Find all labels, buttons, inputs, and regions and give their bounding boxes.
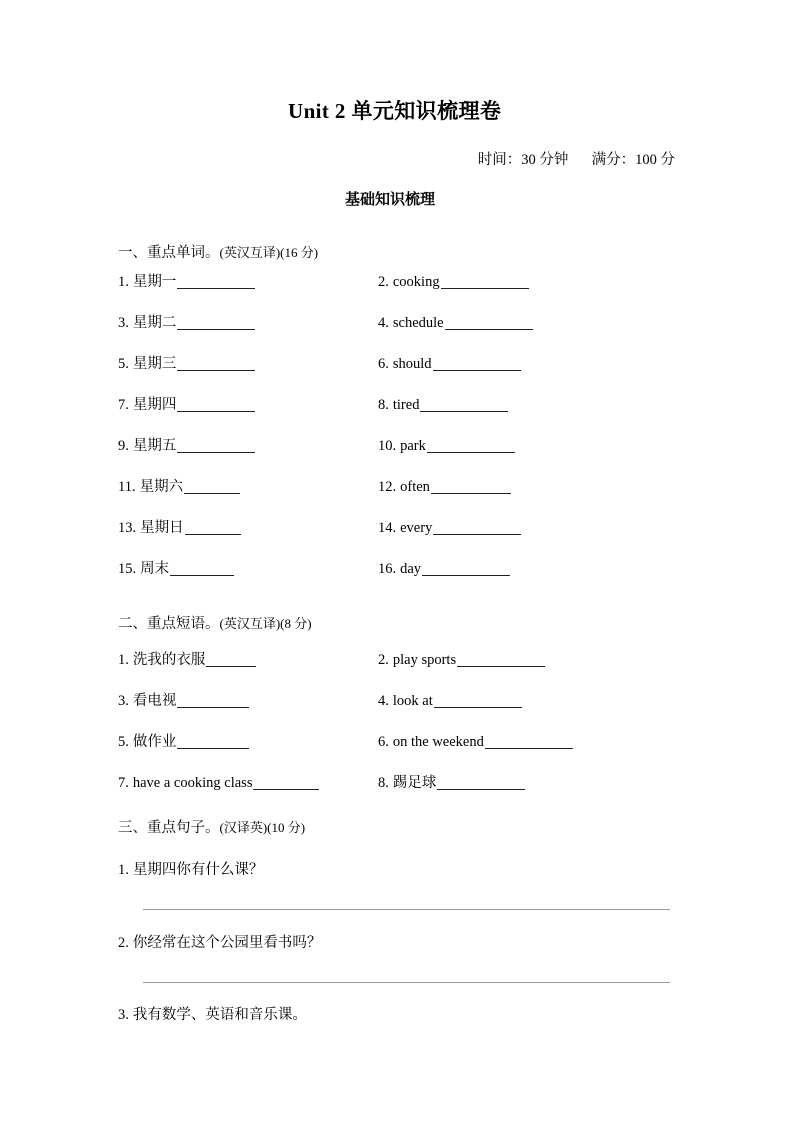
fill-in-item (378, 773, 525, 793)
section-heading-text: 二、重点短语。 (118, 616, 220, 632)
question-row (0, 559, 793, 585)
item-prompt: should (392, 356, 432, 372)
item-prompt: 周末 (140, 561, 170, 577)
item-number: 1. (118, 652, 129, 668)
item-number: 12. (378, 479, 397, 495)
item-prompt: park (400, 438, 426, 454)
answer-blank[interactable] (433, 356, 521, 371)
item-number: 7. (118, 397, 129, 413)
item-prompt: 我有数学、英语和音乐课。 (132, 1007, 307, 1023)
answer-blank[interactable] (457, 652, 545, 667)
fill-in-item (378, 354, 521, 374)
item-prompt: schedule (392, 315, 444, 331)
question-row (0, 477, 793, 503)
question-row (0, 732, 793, 758)
question-row (0, 313, 793, 339)
question-row (0, 436, 793, 462)
item-prompt: tired (392, 397, 420, 413)
item-prompt: look at (392, 693, 433, 709)
total-score-label: 满分：100 分 (591, 152, 675, 168)
answer-blank[interactable] (177, 397, 255, 412)
fill-in-item (118, 313, 255, 333)
fill-in-item (378, 559, 510, 579)
question-row (0, 691, 793, 717)
answer-blank[interactable] (177, 438, 255, 453)
item-prompt: 你经常在这个公园里看书吗？ (132, 935, 322, 951)
answer-blank[interactable] (206, 652, 256, 667)
answer-blank[interactable] (177, 356, 255, 371)
item-prompt: 星期三 (132, 356, 177, 372)
item-number: 9. (118, 438, 129, 454)
item-number: 8. (378, 397, 389, 413)
item-number: 2. (118, 935, 129, 951)
item-prompt: 洗我的衣服 (132, 652, 206, 668)
answer-blank[interactable] (420, 397, 508, 412)
item-number: 1. (118, 862, 129, 878)
item-prompt: 星期四 (132, 397, 177, 413)
item-number: 13. (118, 520, 137, 536)
fill-in-item (118, 559, 234, 579)
answer-blank[interactable] (437, 775, 525, 790)
answer-blank[interactable] (485, 734, 573, 749)
item-number: 2. (378, 274, 389, 290)
fill-in-item (118, 395, 255, 415)
answer-blank[interactable] (177, 734, 249, 749)
section-heading-note: (汉译英)(10 分) (219, 820, 306, 835)
item-prompt: have a cooking class (132, 775, 253, 791)
fill-in-item (378, 395, 508, 415)
fill-in-item (118, 773, 319, 793)
item-number: 3. (118, 315, 129, 331)
fill-in-item (118, 354, 255, 374)
time-limit-label: 时间：30 分钟 (477, 152, 569, 168)
question-row (0, 272, 793, 298)
item-prompt: 星期二 (132, 315, 177, 331)
fill-in-item (118, 477, 240, 497)
section-banner: 基础知识梳理 (345, 192, 436, 208)
answer-blank[interactable] (170, 561, 234, 576)
page-title: Unit 2 单元知识梳理卷 (288, 99, 502, 123)
item-prompt: 星期六 (139, 479, 184, 495)
sentence-item (118, 1003, 307, 1024)
item-number: 5. (118, 356, 129, 372)
item-number: 1. (118, 274, 129, 290)
item-prompt: 星期日 (140, 520, 184, 536)
answer-blank[interactable] (427, 438, 515, 453)
exam-meta (478, 148, 675, 169)
fill-in-item (378, 436, 515, 456)
answer-blank[interactable] (422, 561, 510, 576)
item-number: 15. (118, 561, 137, 577)
item-prompt: 看电视 (132, 693, 177, 709)
answer-blank[interactable] (434, 693, 522, 708)
question-row (0, 650, 793, 676)
item-prompt: 星期四你有什么课？ (132, 862, 264, 878)
sentence-item (118, 931, 321, 952)
item-number: 11. (118, 479, 136, 495)
item-number: 3. (118, 693, 129, 709)
section-heading-vocabulary (118, 241, 318, 262)
question-row (0, 395, 793, 421)
sentence-item (118, 858, 263, 879)
fill-in-item (378, 518, 521, 538)
item-prompt: 做作业 (132, 734, 177, 750)
item-number: 2. (378, 652, 389, 668)
item-prompt: often (400, 479, 430, 495)
item-prompt: 踢足球 (392, 775, 437, 791)
fill-in-item (118, 518, 241, 538)
item-number: 4. (378, 315, 389, 331)
item-prompt: play sports (392, 652, 457, 668)
section-heading-text: 三、重点句子。 (118, 820, 220, 836)
answer-line[interactable] (143, 982, 670, 983)
item-prompt: every (400, 520, 433, 536)
item-number: 6. (378, 356, 389, 372)
answer-blank[interactable] (441, 274, 529, 289)
fill-in-item (378, 272, 529, 292)
answer-blank[interactable] (185, 520, 241, 535)
fill-in-item (118, 436, 255, 456)
fill-in-item (378, 691, 522, 711)
answer-line[interactable] (143, 909, 670, 910)
item-number: 4. (378, 693, 389, 709)
section-heading-text: 一、重点单词。 (118, 245, 220, 261)
fill-in-item (118, 732, 249, 752)
question-row (0, 773, 793, 799)
fill-in-item (378, 313, 533, 333)
item-number: 7. (118, 775, 129, 791)
answer-blank[interactable] (431, 479, 511, 494)
item-prompt: 星期一 (132, 274, 177, 290)
item-number: 5. (118, 734, 129, 750)
item-number: 14. (378, 520, 397, 536)
question-row (0, 354, 793, 380)
item-prompt: day (400, 561, 422, 577)
answer-blank[interactable] (177, 693, 249, 708)
fill-in-item (378, 732, 573, 752)
fill-in-item (118, 272, 255, 292)
item-number: 16. (378, 561, 397, 577)
section-heading-phrases (118, 612, 312, 633)
item-number: 10. (378, 438, 397, 454)
fill-in-item (118, 691, 249, 711)
answer-blank[interactable] (445, 315, 533, 330)
answer-blank[interactable] (253, 775, 319, 790)
item-prompt: cooking (392, 274, 440, 290)
answer-blank[interactable] (177, 315, 255, 330)
answer-blank[interactable] (177, 274, 255, 289)
answer-blank[interactable] (184, 479, 240, 494)
answer-blank[interactable] (433, 520, 521, 535)
section-heading-note: (英汉互译)(16 分) (219, 245, 319, 260)
question-row (0, 518, 793, 544)
fill-in-item (378, 650, 545, 670)
item-prompt: on the weekend (392, 734, 484, 750)
item-number: 6. (378, 734, 389, 750)
fill-in-item (118, 650, 256, 670)
fill-in-item (378, 477, 511, 497)
item-number: 8. (378, 775, 389, 791)
item-number: 3. (118, 1007, 129, 1023)
section-heading-sentences (118, 816, 305, 837)
item-prompt: 星期五 (132, 438, 177, 454)
section-heading-note: (英汉互译)(8 分) (219, 616, 312, 631)
